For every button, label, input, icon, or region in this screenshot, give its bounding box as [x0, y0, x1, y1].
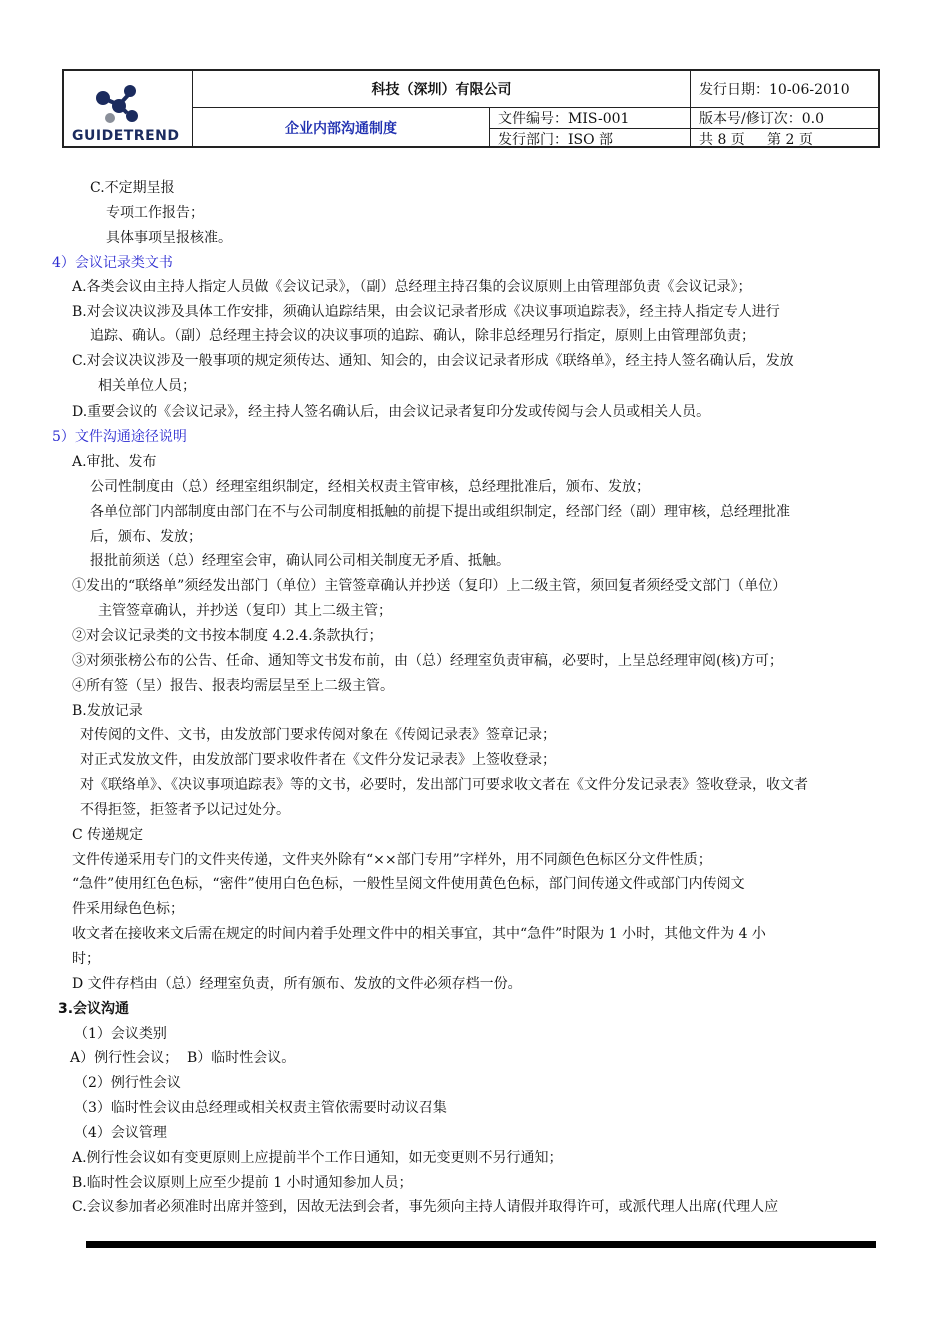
document-header: [62, 69, 880, 148]
body-text: 追踪、确认。（副）总经理主持会议的决议事项的追踪、确认，除非总经理另行指定，原则上由管理部负责；: [90, 328, 755, 344]
body-text: 各单位部门内部制度由部门在不与公司制度相抵触的前提下提出或组织制定，经部门经（副）理审核，总经理批准: [90, 504, 790, 520]
body-text: B.对会议决议涉及具体工作安排，须确认追踪结果，由会议记录者形成《决议事项追踪表》，经主持人指定专人进行: [72, 304, 780, 320]
body-text: 收文者在接收来文后需在规定的时间内着手处理文件中的相关事宜，其中“急件”时限为 1 小时，其他文件为 4 小: [72, 926, 766, 942]
body-text: 对《联络单》、《决议事项追踪表》等的文书，必要时，发出部门可要求收文者在《文件分发记录表》签收登录，收文者: [80, 777, 808, 793]
section-heading-5: 5）文件沟通途径说明: [52, 429, 187, 445]
body-text: 不得拒签，拒签者予以记过处分。: [80, 802, 290, 818]
body-text: 具体事项呈报核准。: [106, 230, 232, 246]
version-number: 版本号/修订次：0.0: [690, 107, 880, 128]
subheading: A.审批、发布: [72, 454, 157, 470]
body-text: A）例行性会议； B）临时性会议。: [70, 1050, 296, 1066]
company-name: 科技（深圳）有限公司: [192, 70, 690, 107]
company-logo: [64, 71, 192, 146]
body-text: D 文件存档由（总）经理室负责，所有颁布、发放的文件必须存档一份。: [72, 976, 522, 992]
body-text: 时；: [72, 951, 100, 967]
body-text: 对传阅的文件、文书，由发放部门要求传阅对象在《传阅记录表》签章记录；: [80, 727, 556, 743]
body-text: （3）临时性会议由总经理或相关权责主管依需要时动议召集: [74, 1100, 447, 1116]
body-text: 件采用绿色色标；: [72, 901, 184, 917]
body-text: 文件传递采用专门的文件夹传递，文件夹外除有“××部门专用”字样外，用不同颜色色标区分文件性质；: [72, 852, 712, 868]
body-text: （1）会议类别: [74, 1026, 167, 1042]
body-text: ①发出的“联络单”须经发出部门（单位）主管签章确认并抄送（复印）上二级主管，须回复者须经受文部门（单位）: [72, 578, 787, 594]
body-text: 对正式发放文件，由发放部门要求收件者在《文件分发记录表》上签收登录；: [80, 752, 556, 768]
body-text: 专项工作报告；: [106, 205, 204, 221]
body-text: A.例行性会议如有变更原则上应提前半个工作日通知，如无变更则不另行通知；: [72, 1150, 563, 1166]
body-text: （4）会议管理: [74, 1125, 167, 1141]
body-text: D.重要会议的《会议记录》，经主持人签名确认后，由会议记录者复印分发或传阅与会人员或相关人员。: [72, 404, 711, 420]
body-text: 报批前须送（总）经理室会审，确认同公司相关制度无矛盾、抵触。: [90, 553, 510, 569]
body-text: C.对会议决议涉及一般事项的规定须传达、通知、知会的，由会议记录者形成《联络单》，经主持人签名确认后，发放: [72, 353, 794, 369]
body-text: （2）例行性会议: [74, 1075, 181, 1091]
body-text: 公司性制度由（总）经理室组织制定，经相关权责主管审核，总经理批准后，颁布、发放；: [90, 479, 650, 495]
body-text: ②对会议记录类的文书按本制度 4.2.4.条款执行；: [72, 628, 383, 644]
body-text: ③对须张榜公布的公告、任命、通知等文书发布前，由（总）经理室负责审稿，必要时，上呈总经理审阅(核)方可；: [72, 653, 783, 669]
logo-wordmark: GUIDETREND: [72, 128, 180, 144]
body-text: 后，颁布、发放；: [90, 529, 202, 545]
item-c-irregular: C.不定期呈报: [90, 180, 175, 196]
body-text: A.各类会议由主持人指定人员做《会议记录》，（副）总经理主持召集的会议原则上由管理部负责《会议记录》；: [72, 279, 752, 295]
page-count: 共 8 页 第 2 页: [690, 128, 880, 148]
body-text: B.临时性会议原则上应至少提前 1 小时通知参加人员；: [72, 1175, 413, 1191]
footer-divider: [86, 1241, 876, 1248]
body-text: 主管签章确认，并抄送（复印）其上二级主管；: [98, 603, 392, 619]
document-number: 文件编号：MIS-001: [489, 107, 690, 128]
body-text: ④所有签（呈）报告、报表均需层呈至上二级主管。: [72, 678, 394, 694]
subheading: C 传递规定: [72, 827, 144, 843]
body-text: C.会议参加者必须准时出席并签到，因故无法到会者，事先须向主持人请假并取得许可，或派代理人出席(代理人应: [72, 1199, 779, 1215]
subheading: B.发放记录: [72, 703, 143, 719]
issue-date: 发行日期：10-06-2010: [690, 70, 880, 107]
issuing-department: 发行部门：ISO 部: [489, 128, 690, 148]
body-text: 相关单位人员；: [98, 378, 196, 394]
section-heading-3: 3.会议沟通: [58, 1001, 130, 1017]
section-heading-4: 4）会议记录类文书: [52, 255, 173, 271]
body-text: “急件”使用红色色标，“密件”使用白色色标，一般性呈阅文件使用黄色色标，部门间传递文件或部门内传阅文: [72, 876, 745, 892]
document-title: 企业内部沟通制度: [192, 107, 489, 148]
